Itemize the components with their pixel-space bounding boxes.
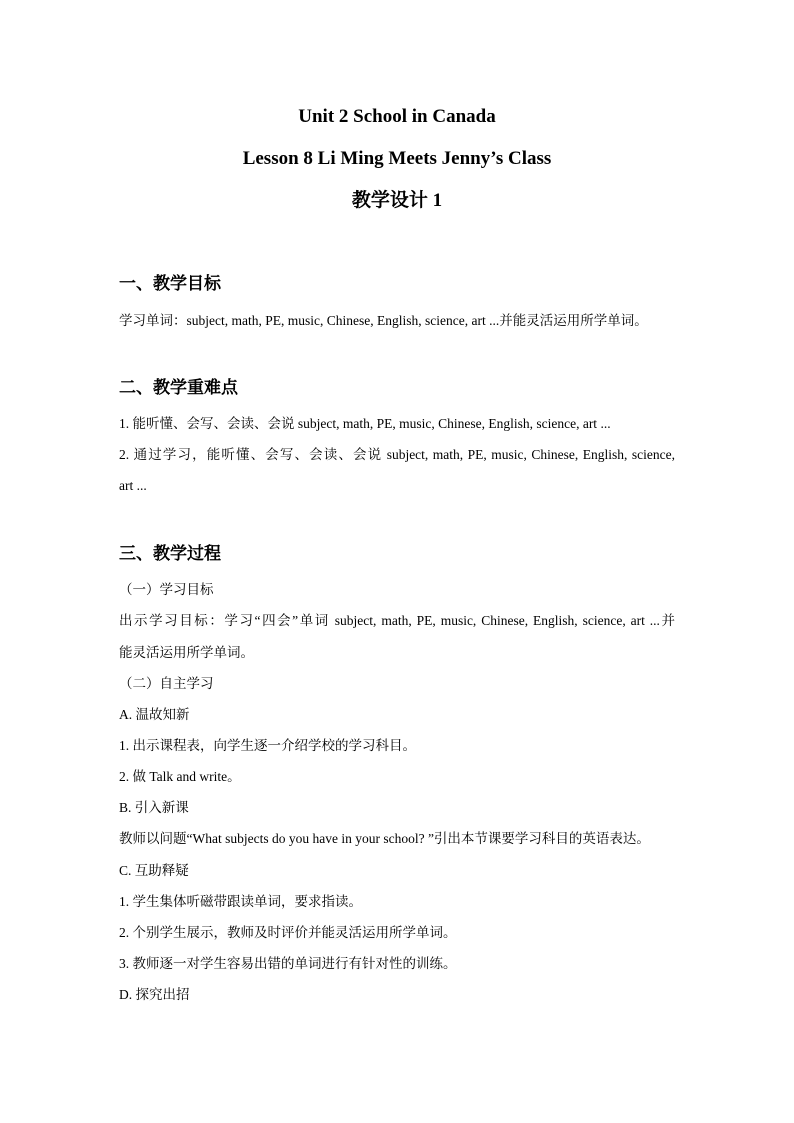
key-point-2-line-1: 2. 通过学习，能听懂、会写、会读、会说 subject, math, PE, music, Chinese, English, science,: [119, 447, 675, 462]
subsection-learning-goals: （一）学习目标: [119, 582, 214, 597]
part-c-item-3: 3. 教师逐一对学生容易出错的单词进行有针对性的训练。: [119, 956, 457, 971]
part-c-heading: C. 互助释疑: [119, 863, 189, 878]
lesson-title: Lesson 8 Li Ming Meets Jenny’s Class: [242, 148, 552, 169]
key-point-2-line-2: art ...: [119, 478, 147, 493]
part-d-heading: D. 探究出招: [119, 987, 190, 1002]
objectives-text: 学习单词：subject, math, PE, music, Chinese, English, science, art ...并能灵活运用所学单词。: [119, 313, 648, 328]
goal-text-line-1: 出示学习目标：学习“四会”单词 subject, math, PE, music, Chinese, English, science, art ...并: [119, 613, 675, 628]
unit-title: Unit 2 School in Canada: [298, 106, 496, 127]
part-b-heading: B. 引入新课: [119, 800, 189, 815]
part-c-item-2: 2. 个别学生展示，教师及时评价并能灵活运用所学单词。: [119, 925, 457, 940]
key-point-1: 1. 能听懂、会写、会读、会说 subject, math, PE, music, Chinese, English, science, art ...: [119, 416, 611, 431]
subsection-self-study: （二）自主学习: [119, 676, 214, 691]
section-heading-objectives: 一、教学目标: [119, 274, 221, 293]
goal-text-line-2: 能灵活运用所学单词。: [119, 645, 254, 660]
part-a-item-2: 2. 做 Talk and write。: [119, 769, 241, 784]
section-heading-key-points: 二、教学重难点: [119, 378, 238, 397]
part-a-heading: A. 温故知新: [119, 707, 190, 722]
part-b-text: 教师以问题“What subjects do you have in your school? ”引出本节课要学习科目的英语表达。: [119, 831, 650, 846]
section-heading-process: 三、教学过程: [119, 544, 221, 563]
part-a-item-1: 1. 出示课程表，向学生逐一介绍学校的学习科目。: [119, 738, 416, 753]
design-title: 教学设计 1: [351, 190, 443, 211]
part-c-item-1: 1. 学生集体听磁带跟读单词，要求指读。: [119, 894, 362, 909]
